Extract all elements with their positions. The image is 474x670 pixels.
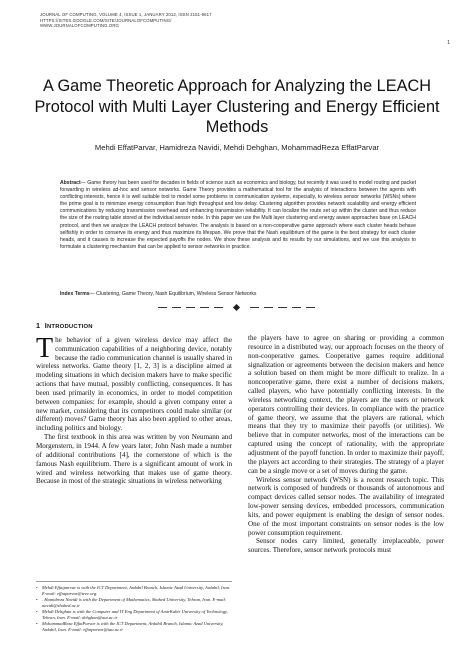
author-affiliations bbox=[36, 585, 232, 633]
separator-dash bbox=[172, 307, 181, 308]
section-title-rest: NTRODUCTION bbox=[46, 324, 93, 330]
separator-dash bbox=[214, 307, 223, 308]
index-terms-text: — Clustering, Game Theory, Nash Equilibrium, Wireless Sensor Networks bbox=[89, 291, 257, 297]
separator-dash bbox=[200, 307, 209, 308]
bullet-icon: • bbox=[36, 585, 38, 590]
separator-dash bbox=[306, 307, 315, 308]
body-paragraph: The first textbook in this area was written by von Neumann and Morgenstern, in 1944. A few years later, John Nash made a number of additional contributions [4], the cornerstone of which is the famous Nash equilibrium. There is a significant amount of work in wired and wireless networking that makes use of game theory. Because in most of the strategic situations in wireless networking bbox=[36, 433, 232, 486]
footnote-text: Mehdi Dehghan is with the Computer and IT Eng Department of AmirKabir University of Technology, Tehran, Iran. E-mail: dehghan@aut.ac.ir bbox=[42, 609, 228, 621]
separator-dash bbox=[278, 307, 287, 308]
body-paragraph bbox=[36, 332, 232, 433]
section-title-initial: I bbox=[44, 321, 47, 330]
section-heading bbox=[36, 322, 232, 332]
section-number: 1 bbox=[36, 321, 41, 330]
body-paragraph: Wireless sensor network (WSN) is a recent research topic. This network is composed of hundreds or thousands of autonomous and compact devices called sensor nodes. The availability of integrated low-power sensing devices, embedded processors, communication kits, and power equipment is enabling the design of sensor nodes. One of the most important constraints on sensor nodes is the low power consumption requirement. bbox=[248, 475, 444, 537]
index-terms-label: Index Terms bbox=[60, 291, 90, 297]
abstract bbox=[60, 180, 416, 251]
separator-dash bbox=[186, 307, 195, 308]
index-terms bbox=[60, 291, 416, 297]
bullet-icon: • bbox=[36, 597, 38, 603]
bullet-icon: • bbox=[36, 609, 38, 615]
separator-diamond bbox=[233, 303, 240, 310]
abstract-text: — Game theory has been used for decades in fields of science such as economics and biology, but recently it was used to model routing and packet forwarding in wireless ad-hoc and sensor networks. Game Theory provides a mathematical tool for the analysis of interactions between the agents with conflicting interests, hence it is well suitable tool to model some problems in communication systems, especially, to wireless sensor networks (WSNs) where the prime goal is to minimize energy consumption than high throughput and low delay. Clustering algorithm provides network scalability and energy efficient communications by reducing transmission overhead and enhancing transmission reliability. It can localize the route set up within the cluster and thus reduce the size of the routing table stored at the individual sensor node. In this paper we use the Multi layer clustering and energy aware approaches base on LEACH protocol, and then we analyze the LEACH protocol behavior. The analysis is based on a non-cooperative game approach where each cluster heads behave selfishly in order to conserve its energy and thus maximize its lifespan. We prove that the Nash equilibrium of the game is the best strategy for each cluster heads, and it causes to increase the expected payoffs the nodes. We show these analysis and its results by our simulations, and we use this analysis to formulate a clustering mechanism that can be applied to sensor networks in practice. bbox=[60, 180, 416, 250]
section-separator bbox=[158, 304, 318, 312]
abstract-label: Abstract bbox=[60, 180, 81, 186]
bullet-icon: • bbox=[36, 621, 38, 627]
drop-cap: T bbox=[36, 332, 54, 364]
journal-header-site: WWW.JOURNALOFCOMPUTING.ORG bbox=[40, 23, 119, 29]
separator-dash bbox=[264, 307, 273, 308]
footnote-item bbox=[36, 597, 232, 609]
journal-header-url: HTTPS://SITES.GOOGLE.COM/SITE/JOURNALOFCOMPUTING/ bbox=[40, 17, 172, 23]
body-paragraph: Sensor nodes carry limited, generally irreplaceable, power sources. Therefore, sensor network protocols must bbox=[248, 537, 444, 555]
footnote-text: Mehdi Effatparvar is with the ICT Department, Ardabil Branch, Islamic Azad University, Ardabil, Iran. E-mail: effatparvar@ieee.org. bbox=[42, 585, 231, 597]
paragraph-text: he behavior of a given wireless device may affect the communication capabilities of a neighboring device, notably because the radio communication channel is usually shared in wireless networks. Game theory [1, 2, 3] is a discipline aimed at modeling situations in which decision makers have to make specific actions that have mutual, possibly conflicting, consequences. It has been used primarily in economics, in order to model competition between companies: for example, should a given company enter a new market, considering that its competitors could make similar (or different) moves? Game theory has also been applied to other areas, including politics and biology. bbox=[36, 335, 232, 433]
page-number: 1 bbox=[447, 40, 450, 46]
footnote-item bbox=[36, 585, 232, 597]
right-column bbox=[248, 334, 444, 555]
separator-dash bbox=[292, 307, 301, 308]
separator-dash bbox=[158, 307, 167, 308]
footnote-item bbox=[36, 609, 232, 621]
body-paragraph: the players have to agree on sharing or providing a common resource in a distributed way, our approach focuses on the theory of non-cooperative games. Cooperative games require additional signalization or agreements between the decision makers and hence a solution based on them might be more difficult to realize. In a noncooperative game, there exist a number of decisions makers, called players, who have potentially conflicting interests. In the wireless networking context, the players are the users or network operators controlling their devices. In compliance with the practice of game theory, we assume that the players are rational, which means that they try to maximize their payoffs (or utilities). We believe that in computer networks, most of the interactions can be captured using the concept of rationality, with the appropriate adjustment of the payoff function. In order to maximize their payoff, the players act according to their strategies. The strategy of a player can be a single move or a set of moves during the game. bbox=[248, 334, 444, 475]
footnote-divider bbox=[36, 581, 232, 582]
journal-header-line: JOURNAL OF COMPUTING, VOLUME 4, ISSUE 1, JANUARY 2012, ISSN 2151-9617 bbox=[40, 12, 212, 17]
separator-dash bbox=[250, 307, 259, 308]
footnote-text: . Hamidreza Navidi is with the Department of Mathematics, Shahed University, Tehran, Iran. E-mail: navidi@shahed.ac.ir bbox=[42, 597, 227, 609]
paper-title: A Game Theoretic Approach for Analyzing the LEACH Protocol with Multi Layer Clustering and Energy Efficient Methods bbox=[34, 77, 440, 136]
journal-header bbox=[40, 12, 420, 29]
left-column bbox=[36, 322, 232, 486]
footnote-item bbox=[36, 621, 232, 633]
footnote-text: MohammadReza EffatParvar is with the ICT Department, Ardabil Branch, Islamic Azad University, Ardabil, Iran. E-mail: effatparvar@iau.ac.ir bbox=[42, 621, 224, 633]
author-list: Mehdi EffatParvar, Hamidreza Navidi, Mehdi Dehghan, MohammadReza EffatParvar bbox=[94, 143, 380, 152]
